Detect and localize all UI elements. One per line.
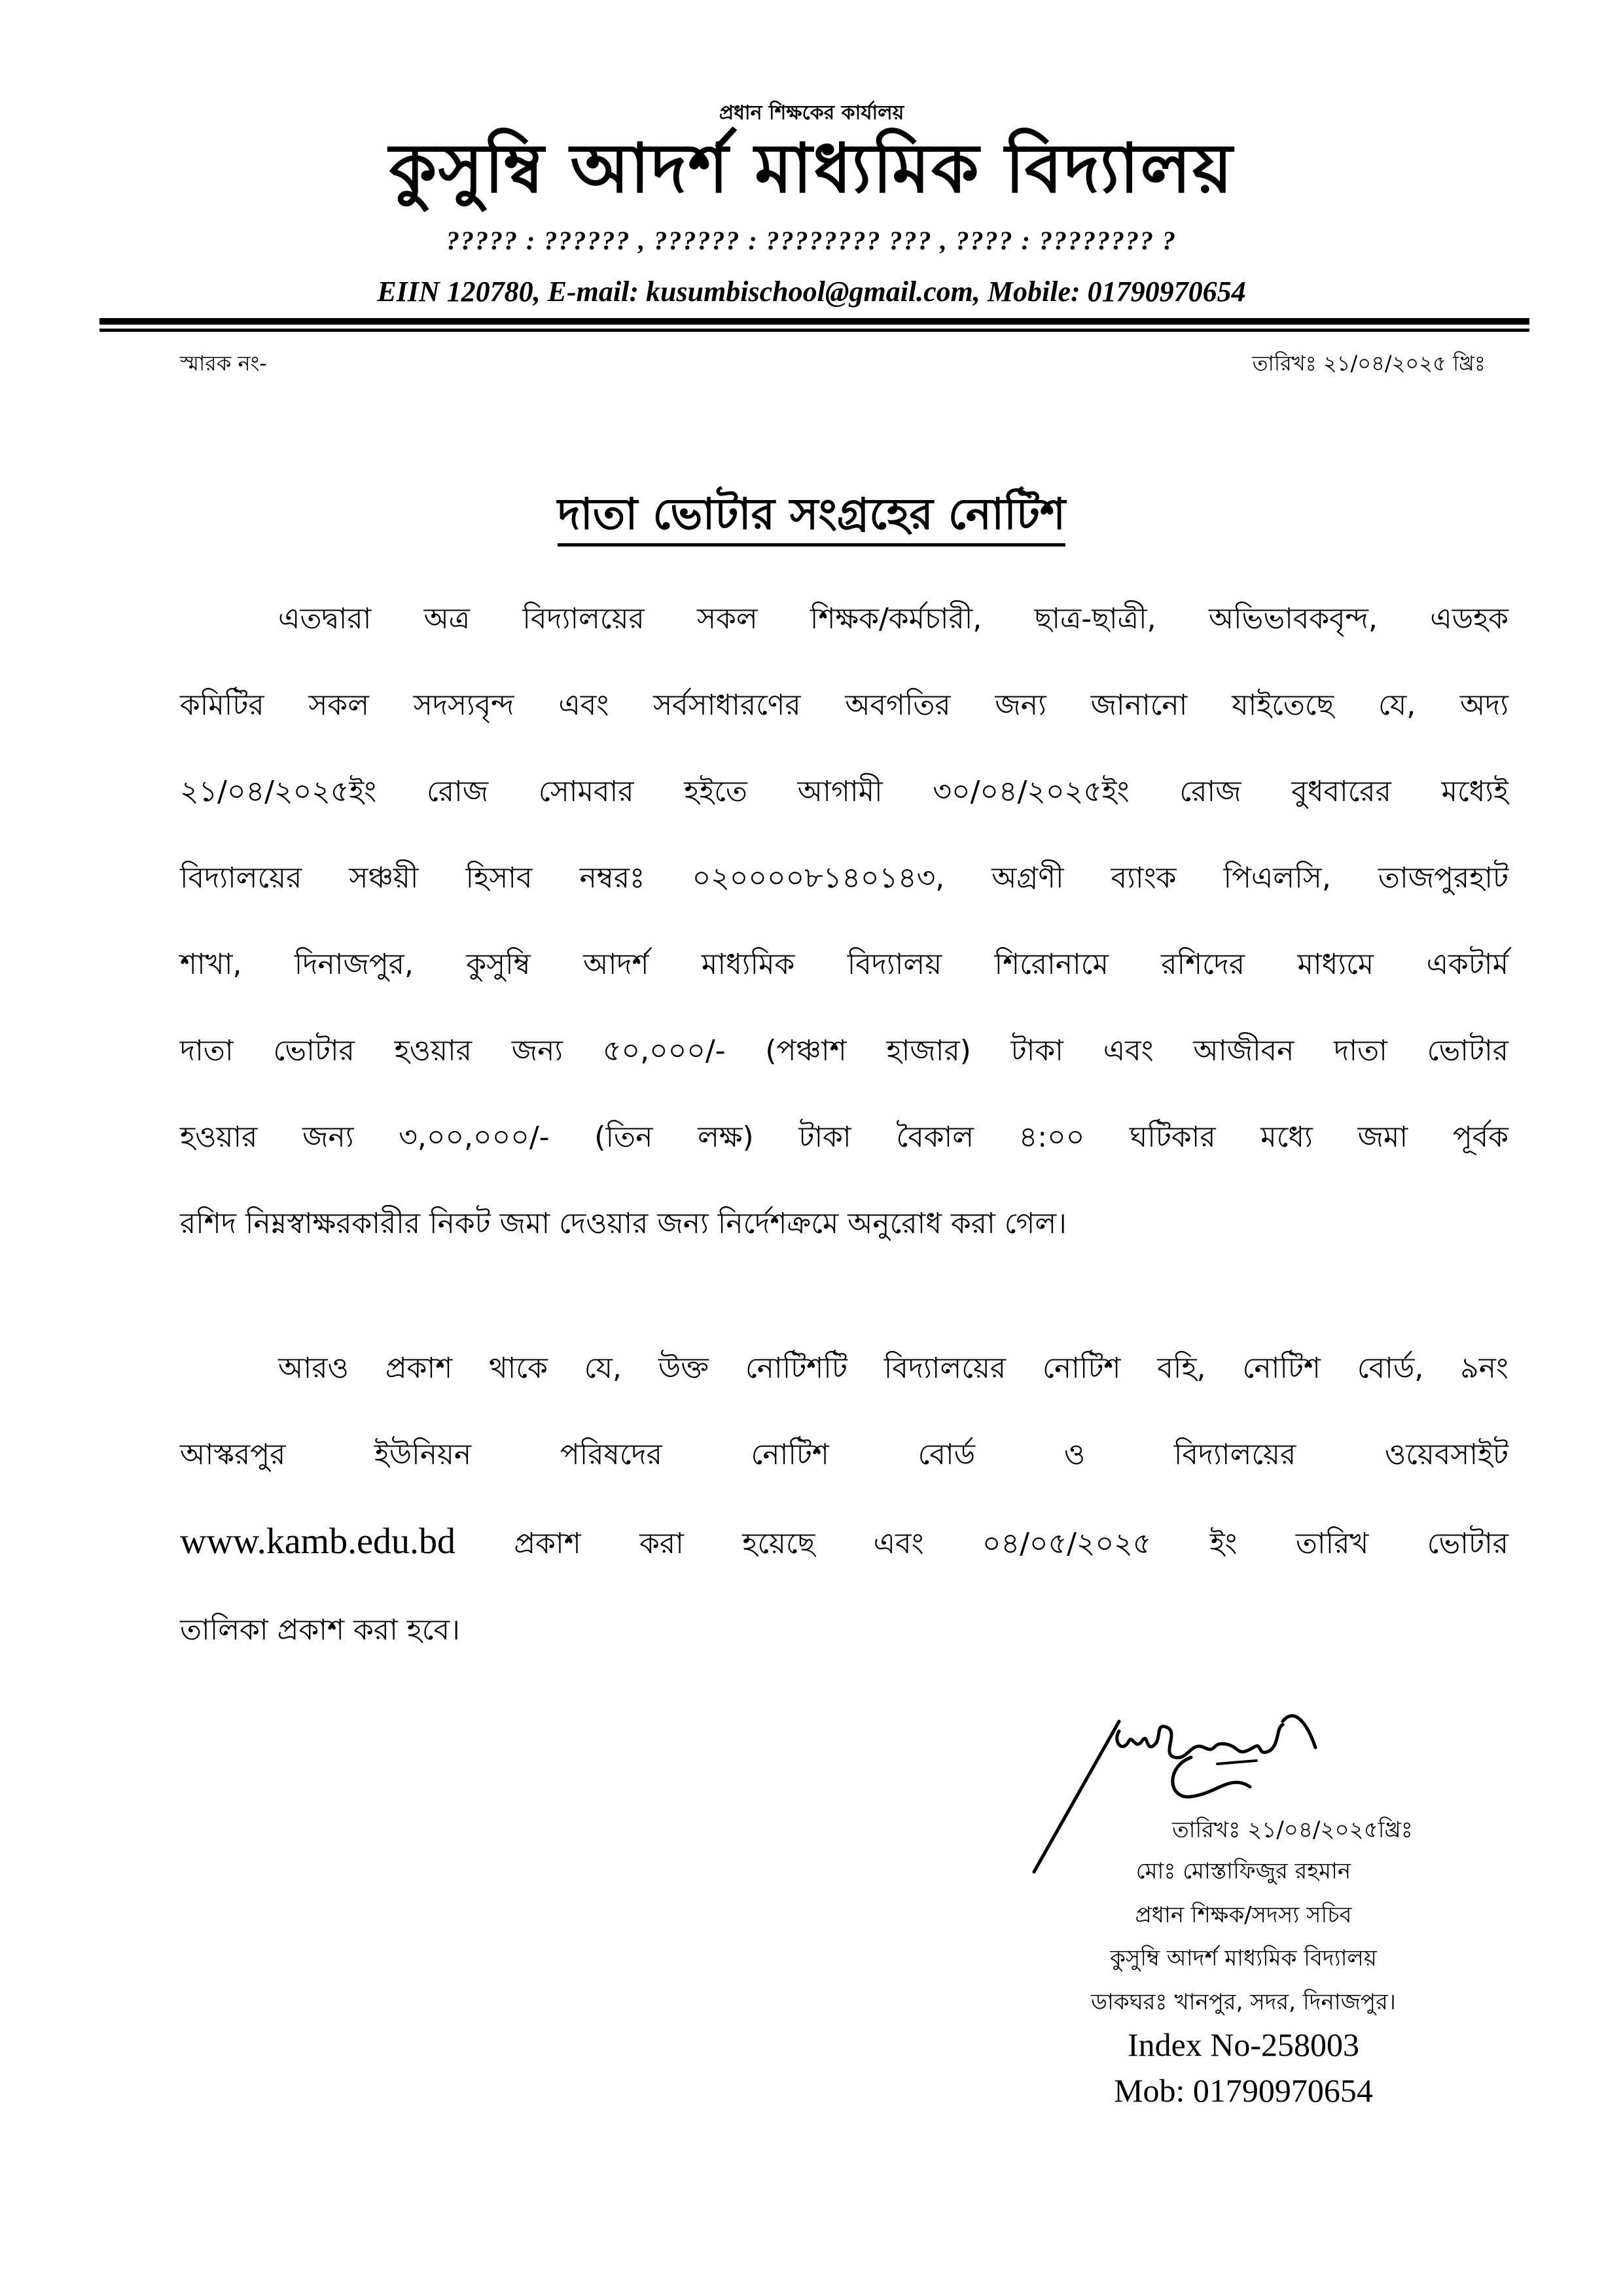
paragraph-line: রশিদ নিম্নস্বাক্ষরকারীর নিকট জমা দেওয়ার জন্য নির্দেশক্রমে অনুরোধ করা গেল। (180, 1207, 1067, 1240)
signature-date: তারিখঃ ২১/০৪/২০২৫খ্রিঃ (1172, 1817, 1413, 1843)
paragraph-line: দাতা ভোটার হওয়ার জন্য ৫০,০০০/- (পঞ্চাশ হাজার) টাকা এবং আজীবন দাতা ভোটার (180, 1034, 1508, 1067)
signatory-post-office: ডাকঘরঃ খানপুর, সদর, দিনাজপুর। (1091, 1989, 1396, 2015)
notice-paragraph-1 (180, 576, 1508, 1267)
notice-title (0, 481, 1623, 553)
signatory-school: কুসুম্বি আদর্শ মাধ্যমিক বিদ্যালয় (1110, 1945, 1377, 1971)
notice-title-text: দাতা ভোটার সংগ্রহের নোটিশ (558, 489, 1065, 547)
paragraph-line: এতদ্বারা অত্র বিদ্যালয়ের সকল শিক্ষক/কর্মচারী, ছাত্র-ছাত্রী, অভিভাবকবৃন্দ, এডহক (278, 602, 1508, 636)
paragraph-line: আরও প্রকাশ থাকে যে, উক্ত নোটিশটি বিদ্যালয়ের নোটিশ বহি, নোটিশ বোর্ড, ৯নং (278, 1352, 1508, 1385)
paragraph-line: হওয়ার জন্য ৩,০০,০০০/- (তিন লক্ষ) টাকা বৈকাল ৪:০০ ঘটিকার মধ্যে জমা পূর্বক (180, 1121, 1508, 1154)
website-link[interactable]: www.kamb.edu.bd (180, 1521, 455, 1562)
memo-date: তারিখঃ ২১/০৪/২০২৫ খ্রিঃ (1252, 351, 1486, 376)
header-divider-thick (99, 318, 1529, 325)
header-divider-thin (99, 329, 1529, 332)
paragraph-line: তালিকা প্রকাশ করা হবে। (180, 1613, 460, 1647)
paragraph-line: বিদ্যালয়ের সঞ্চয়ী হিসাব নম্বরঃ ০২০০০০৮১৪০১৪৩, অগ্রণী ব্যাংক পিএলসি, তাজপুরহাট (180, 861, 1508, 895)
office-label: প্রধান শিক্ষকের কার্যালয় (719, 101, 904, 124)
paragraph-line: কমিটির সকল সদস্যবৃন্দ এবং সর্বসাধারণের অবগতির জন্য জানানো যাইতেছে যে, অদ্য (180, 689, 1508, 722)
contact-line: EIIN 120780, E-mail: kusumbischool@gmail.com, Mobile: 01790970654 (377, 276, 1246, 308)
signatory-name: মোঃ মোস্তাফিজুর রহমান (1135, 1858, 1351, 1884)
paragraph-line: শাখা, দিনাজপুর, কুসুম্বি আদর্শ মাধ্যমিক বিদ্যালয় শিরোনামে রশিদের মাধ্যমে একটার্ম (180, 948, 1508, 981)
school-name: কুসুম্বি আদর্শ মাধ্যমিক বিদ্যালয় (389, 128, 1234, 208)
index-number: Index No-258003 (1127, 2026, 1360, 2063)
notice-paragraph-2 (180, 1325, 1508, 1674)
paragraph-line: আস্করপুর ইউনিয়ন পরিষদের নোটিশ বোর্ড ও বিদ্যালয়ের ওয়েবসাইট (180, 1438, 1508, 1471)
paragraph-line: ২১/০৪/২০২৫ইং রোজ সোমবার হইতে আগামী ৩০/০৪/২০২৫ইং রোজ বুধবারের মধ্যেই (180, 775, 1508, 808)
mobile-number: Mob: 01790970654 (1114, 2072, 1373, 2109)
signatory-role: প্রধান শিক্ষক/সদস্য সচিব (1135, 1902, 1352, 1928)
memo-reference: স্মারক নং- (180, 351, 267, 376)
address-line: ????? : ?????? , ?????? : ???????? ??? , ???? : ???????? ? (446, 226, 1177, 255)
paragraph-text: প্রকাশ করা হয়েছে এবং ০৪/০৫/২০২৫ ইং তারিখ ভোটার (455, 1527, 1508, 1560)
paragraph-line (180, 1498, 1508, 1587)
